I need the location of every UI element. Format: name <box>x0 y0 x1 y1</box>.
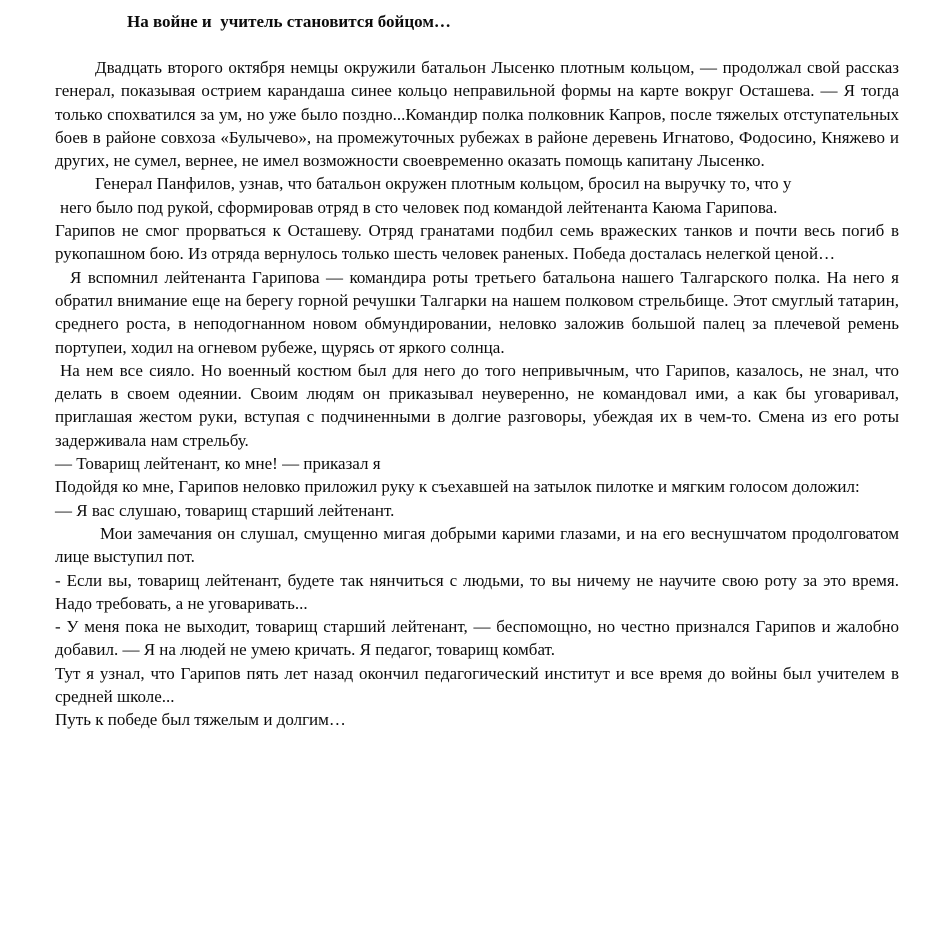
paragraph: Генерал Панфилов, узнав, что батальон окружен плотным кольцом, бросил на выручку то, что у <box>95 174 792 194</box>
paragraph: На нем все сияло. Но военный костюм был для него до того непривычным, что Гарипов, казалось, не знал, что делать в своем одеянии. Своим людям он приказывал неуверенно, не командовал ими, а как бы уговаривал, приглашая жестом руки, вступая с подчиненными в долгие разговоры, убеждая их в чем-то. Смена из его роты задерживала нам стрельбу. <box>55 360 899 450</box>
paragraph: Я вспомнил лейтенанта Гарипова — командира роты третьего батальона нашего Талгарского полка. На него я обратил внимание еще на берегу горной речушки Талгарки на нашем полковом стрельбище. Этот смуглый татарин, среднего роста, в неподогнанном новом обмундировании, неловко заложив большой палец за плечевой ремень портупеи, ходил на огневом рубеже, щурясь от яркого солнца. <box>55 267 899 357</box>
paragraph: — Товарищ лейтенант, ко мне! — приказал я <box>55 454 381 474</box>
paragraph: Подойдя ко мне, Гарипов неловко приложил руку к съехавшей на затылок пилотке и мягким голосом доложил: <box>55 477 860 497</box>
paragraph: Тут я узнал, что Гарипов пять лет назад окончил педагогический институт и все время до войны был учителем в средней школе... <box>55 663 899 707</box>
document-title: На войне и учитель становится бойцом… <box>127 12 451 31</box>
paragraph: — Я вас слушаю, товарищ старший лейтенант. <box>55 500 395 520</box>
document-body <box>55 56 899 732</box>
paragraph: него было под рукой, сформировав отряд в сто человек под командой лейтенанта Каюма Гарипова. <box>60 197 778 217</box>
paragraph: Путь к победе был тяжелым и долгим… <box>55 710 346 730</box>
paragraph: Двадцать второго октября немцы окружили батальон Лысенко плотным кольцом, — продолжал свой рассказ генерал, показывая острием карандаша синее кольцо неправильной формы на карте вокруг Осташева. — Я тогда только спохватился за ум, но уже было поздно...Командир полка полковник Капров, после тяжелых отступательных боев в районе совхоза «Булычево», на промежуточных рубежах в районе деревень Игнатово, Фодосино, Княжево и других, не сумел, вернее, не имел возможности своевременно оказать помощь капитану Лысенко. <box>55 58 899 171</box>
paragraph: Гарипов не смог прорваться к Осташеву. Отряд гранатами подбил семь вражеских танков и почти весь погиб в рукопашном бою. Из отряда вернулось только шесть человек раненых. Победа досталась нелегкой ценой… <box>55 221 899 264</box>
paragraph: - Если вы, товарищ лейтенант, будете так нянчиться с людьми, то вы ничему не научите свою роту за это время. Надо требовать, а не уговаривать... <box>55 570 899 613</box>
paragraph: Мои замечания он слушал, смущенно мигая добрыми карими глазами, и на его веснушчатом продолговатом лице выступил пот. <box>55 523 899 567</box>
paragraph: - У меня пока не выходит, товарищ старший лейтенант, — беспомощно, но честно признался Гарипов и жалобно добавил. — Я на людей не умею кричать. Я педагог, товарищ комбат. <box>55 617 899 660</box>
